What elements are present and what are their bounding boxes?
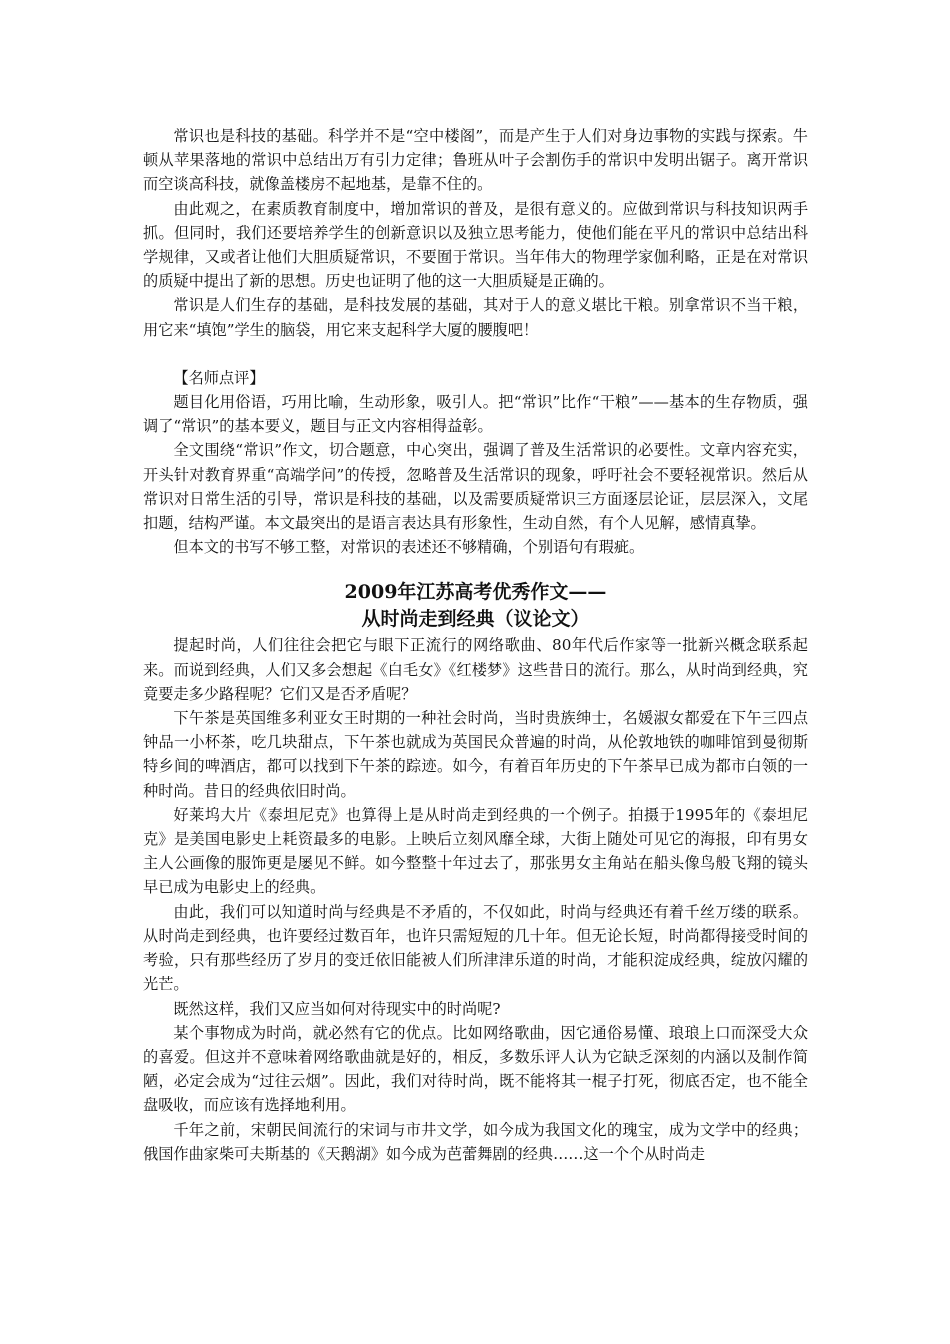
essay2-title-line2: 从时尚走到经典（议论文） xyxy=(361,608,590,631)
essay2-paragraph: 提起时尚，人们往往会把它与眼下正流行的网络歌曲、80年代后作家等一批新兴概念联系起来。而说到经典，人们又多会想起《白毛女》《红楼梦》这些昔日的流行。那么，从时尚到经典，究竟要走多少路程呢？它们又是否矛盾呢？ xyxy=(143,636,808,703)
essay2-title xyxy=(143,579,808,633)
essay2-body xyxy=(143,633,808,1165)
essay2-paragraph: 好莱坞大片《泰坦尼克》也算得上是从时尚走到经典的一个例子。拍摄于1995年的《泰坦尼克》是美国电影史上耗资最多的电影。上映后立刻风靡全球，大街上随处可见它的海报，印有男女主人公画像的服饰更是屡见不鲜。如今整整十年过去了，那张男女主角站在船头像鸟般飞翔的镜头早已成为电影史上的经典。 xyxy=(143,805,808,897)
review-paragraph: 但本文的书写不够工整，对常识的表述还不够精确，个别语句有瑕疵。 xyxy=(173,538,645,557)
document-page xyxy=(143,124,808,1166)
essay1-paragraph: 常识是人们生存的基础，是科技发展的基础，其对于人的意义堪比干粮。别拿常识不当干粮，用它来“填饱”学生的脑袋，用它来支起科学大厦的腰腹吧！ xyxy=(143,296,808,339)
essay2-paragraph: 下午茶是英国维多利亚女王时期的一种社会时尚，当时贵族绅士，名媛淑女都爱在下午三四点钟品一小杯茶，吃几块甜点，下午茶也就成为英国民众普遍的时尚，从伦敦地铁的咖啡馆到曼彻斯特乡间的啤酒店，都可以找到下午茶的踪迹。如今，有着百年历史的下午茶早已成为都市白领的一种时尚。昔日的经典依旧时尚。 xyxy=(143,709,808,800)
essay1-paragraph: 由此观之，在素质教育制度中，增加常识的普及，是很有意义的。应做到常识与科技知识两手抓。但同时，我们还要培养学生的创新意识以及独立思考能力，使他们能在平凡的常识中总结出科学规律，又或者让他们大胆质疑常识，不要囿于常识。当年伟大的物理学家伽利略，正是在对常识的质疑中提出了新的思想。历史也证明了他的这一大胆质疑是正确的。 xyxy=(143,199,808,291)
review-paragraph: 全文围绕“常识”作文，切合题意，中心突出，强调了普及生活常识的必要性。文章内容充实，开头针对教育界重“高端学问”的传授，忽略普及生活常识的现象，呼吁社会不要轻视常识。然后从常识对日常生活的引导，常识是科技的基础，以及需要质疑常识三方面逐层论证，层层深入，文尾扣题，结构严谨。本文最突出的是语言表达具有形象性，生动自然，有个人见解，感情真挚。 xyxy=(143,441,808,533)
spacer xyxy=(143,342,808,366)
review-paragraph: 题目化用俗语，巧用比喻，生动形象，吸引人。把“常识”比作“干粮”——基本的生存物质，强调了“常识”的基本要义，题目与正文内容相得益彰。 xyxy=(143,393,808,436)
essay2-paragraph: 千年之前，宋朝民间流行的宋词与市井文学，如今成为我国文化的瑰宝，成为文学中的经典；俄国作曲家柴可夫斯基的《天鹅湖》如今成为芭蕾舞剧的经典……这一个个从时尚走 xyxy=(143,1120,808,1163)
essay2-paragraph: 既然这样，我们又应当如何对待现实中的时尚呢? xyxy=(173,999,501,1018)
essay2-paragraph: 由此，我们可以知道时尚与经典是不矛盾的，不仅如此，时尚与经典还有着千丝万缕的联系。从时尚走到经典，也许要经过数百年，也许只需短短的几十年。但无论长短，时尚都得接受时间的考验，只有那些经历了岁月的变迁依旧能被人们所津津乐道的时尚，才能积淀成经典，绽放闪耀的光芒。 xyxy=(143,902,808,994)
essay2-paragraph: 某个事物成为时尚，就必然有它的优点。比如网络歌曲，因它通俗易懂、琅琅上口而深受大众的喜爱。但这并不意味着网络歌曲就是好的，相反，多数乐评人认为它缺乏深刻的内涵以及制作简陋，必定会成为“过往云烟”。因此，我们对待时尚，既不能将其一棍子打死，彻底否定，也不能全盘吸收，而应该有选择地利用。 xyxy=(143,1023,808,1115)
essay1-body xyxy=(143,124,808,342)
review-section xyxy=(143,366,808,560)
essay2-title-line1: 2009年江苏高考优秀作文—— xyxy=(344,581,607,604)
review-heading: 【名师点评】 xyxy=(173,368,265,387)
essay1-paragraph: 常识也是科技的基础。科学并不是“空中楼阁”，而是产生于人们对身边事物的实践与探索。牛顿从苹果落地的常识中总结出万有引力定律；鲁班从叶子会割伤手的常识中发明出锯子。离开常识而空谈高科技，就像盖楼房不起地基，是靠不住的。 xyxy=(143,127,808,194)
